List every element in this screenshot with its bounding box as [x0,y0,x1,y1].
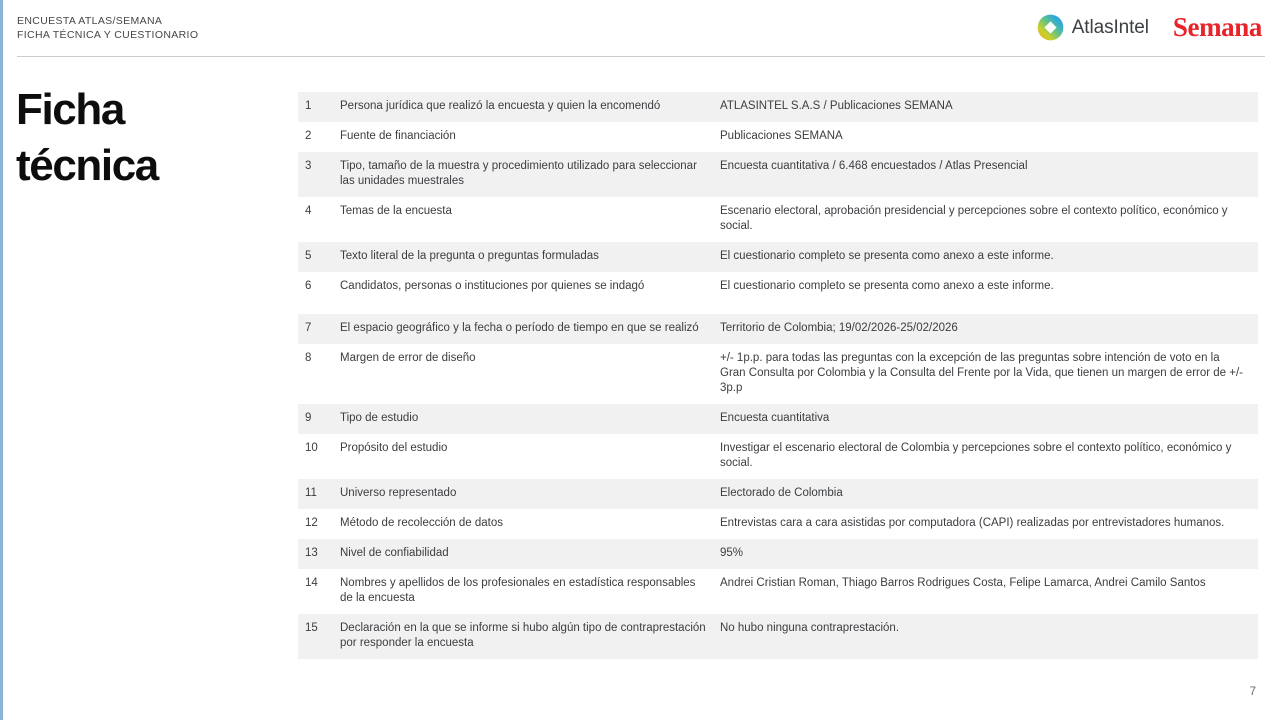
table-row [298,152,1258,197]
row-number: 7 [305,322,312,334]
header-titles [17,14,198,42]
row-value: 95% [720,547,744,559]
row-value: Publicaciones SEMANA [720,130,843,142]
row-label: Temas de la encuesta [340,205,452,217]
row-number: 5 [305,250,312,262]
table-row [298,539,1258,569]
ficha-tecnica-table [298,92,1258,659]
page-title: Ficha técnica [16,85,158,190]
table-row [298,92,1258,122]
row-number: 11 [305,487,317,499]
row-value: El cuestionario completo se presenta como anexo a este informe. [720,250,1054,262]
row-value: Electorado de Colombia [720,487,843,499]
header-line-1: ENCUESTA ATLAS/SEMANA [17,15,163,27]
brand-logos [1037,14,1262,41]
row-value: ATLASINTEL S.A.S / Publicaciones SEMANA [720,100,953,112]
table-row [298,314,1258,344]
table-row [298,569,1258,614]
row-value: El cuestionario completo se presenta como anexo a este informe. [720,280,1054,292]
semana-wordmark: Semana [1172,12,1262,42]
row-number: 13 [305,547,318,559]
table-row [298,614,1258,659]
row-value: Encuesta cuantitativa [720,412,830,424]
row-number: 14 [305,577,318,589]
table-row [298,434,1258,479]
row-label: Universo representado [340,487,457,499]
table-row-gap [298,302,1258,314]
row-label: Texto literal de la pregunta o preguntas formuladas [340,250,599,262]
table-row [298,509,1258,539]
slide-header [0,0,1280,57]
atlasintel-logo [1037,14,1149,41]
row-value: Escenario electoral, aprobación presidencial y percepciones sobre el contexto político, económico y social. [720,205,1228,232]
row-number: 6 [305,280,312,292]
row-number: 10 [305,442,318,454]
row-number: 2 [305,130,312,142]
table-row [298,479,1258,509]
row-number: 1 [305,100,312,112]
row-number: 12 [305,517,318,529]
row-label: Nivel de confiabilidad [340,547,449,559]
row-value: Investigar el escenario electoral de Colombia y percepciones sobre el contexto político, económico y social. [720,442,1232,469]
row-label: Margen de error de diseño [340,352,476,364]
row-label: Candidatos, personas o instituciones por quienes se indagó [340,280,645,292]
row-value: +/- 1p.p. para todas las preguntas con la excepción de las preguntas sobre intención de voto en la Gran Consulta por Colombia y la Consulta del Frente por la Vida, que tienen un margen de error de +/- 3p.p [720,352,1244,394]
page-number: 7 [1249,686,1256,698]
table-row [298,272,1258,302]
row-label: Tipo, tamaño de la muestra y procedimiento utilizado para seleccionar las unidades muestrales [340,160,697,187]
row-label: Nombres y apellidos de los profesionales en estadística responsables de la encuesta [340,577,696,604]
table-row [298,122,1258,152]
atlas-ring-icon [1037,14,1064,41]
row-number: 3 [305,160,312,172]
row-number: 15 [305,622,318,634]
row-value: No hubo ninguna contraprestación. [720,622,900,634]
table-row [298,242,1258,272]
row-label: Persona jurídica que realizó la encuesta y quien la encomendó [340,100,661,112]
left-accent-bar [0,0,3,720]
row-label: El espacio geográfico y la fecha o período de tiempo en que se realizó [340,322,699,334]
row-label: Método de recolección de datos [340,517,504,529]
row-label: Fuente de financiación [340,130,456,142]
row-value: Andrei Cristian Roman, Thiago Barros Rodrigues Costa, Felipe Lamarca, Andrei Camilo Santos [720,577,1206,589]
atlasintel-wordmark: AtlasIntel [1071,16,1149,38]
row-value: Territorio de Colombia; 19/02/2026-25/02/2026 [720,322,958,334]
header-line-2: FICHA TÉCNICA Y CUESTIONARIO [17,29,199,41]
header-divider [17,56,1265,57]
row-label: Tipo de estudio [340,412,419,424]
row-number: 8 [305,352,312,364]
table-row [298,344,1258,404]
row-label: Declaración en la que se informe si hubo algún tipo de contraprestación por responder la encuesta [340,622,706,649]
row-label: Propósito del estudio [340,442,448,454]
row-value: Entrevistas cara a cara asistidas por computadora (CAPI) realizadas por entrevistadores humanos. [720,517,1225,529]
row-number: 4 [305,205,312,217]
table-row [298,404,1258,434]
table-row [298,197,1258,242]
row-number: 9 [305,412,312,424]
row-value: Encuesta cuantitativa / 6.468 encuestados / Atlas Presencial [720,160,1028,172]
